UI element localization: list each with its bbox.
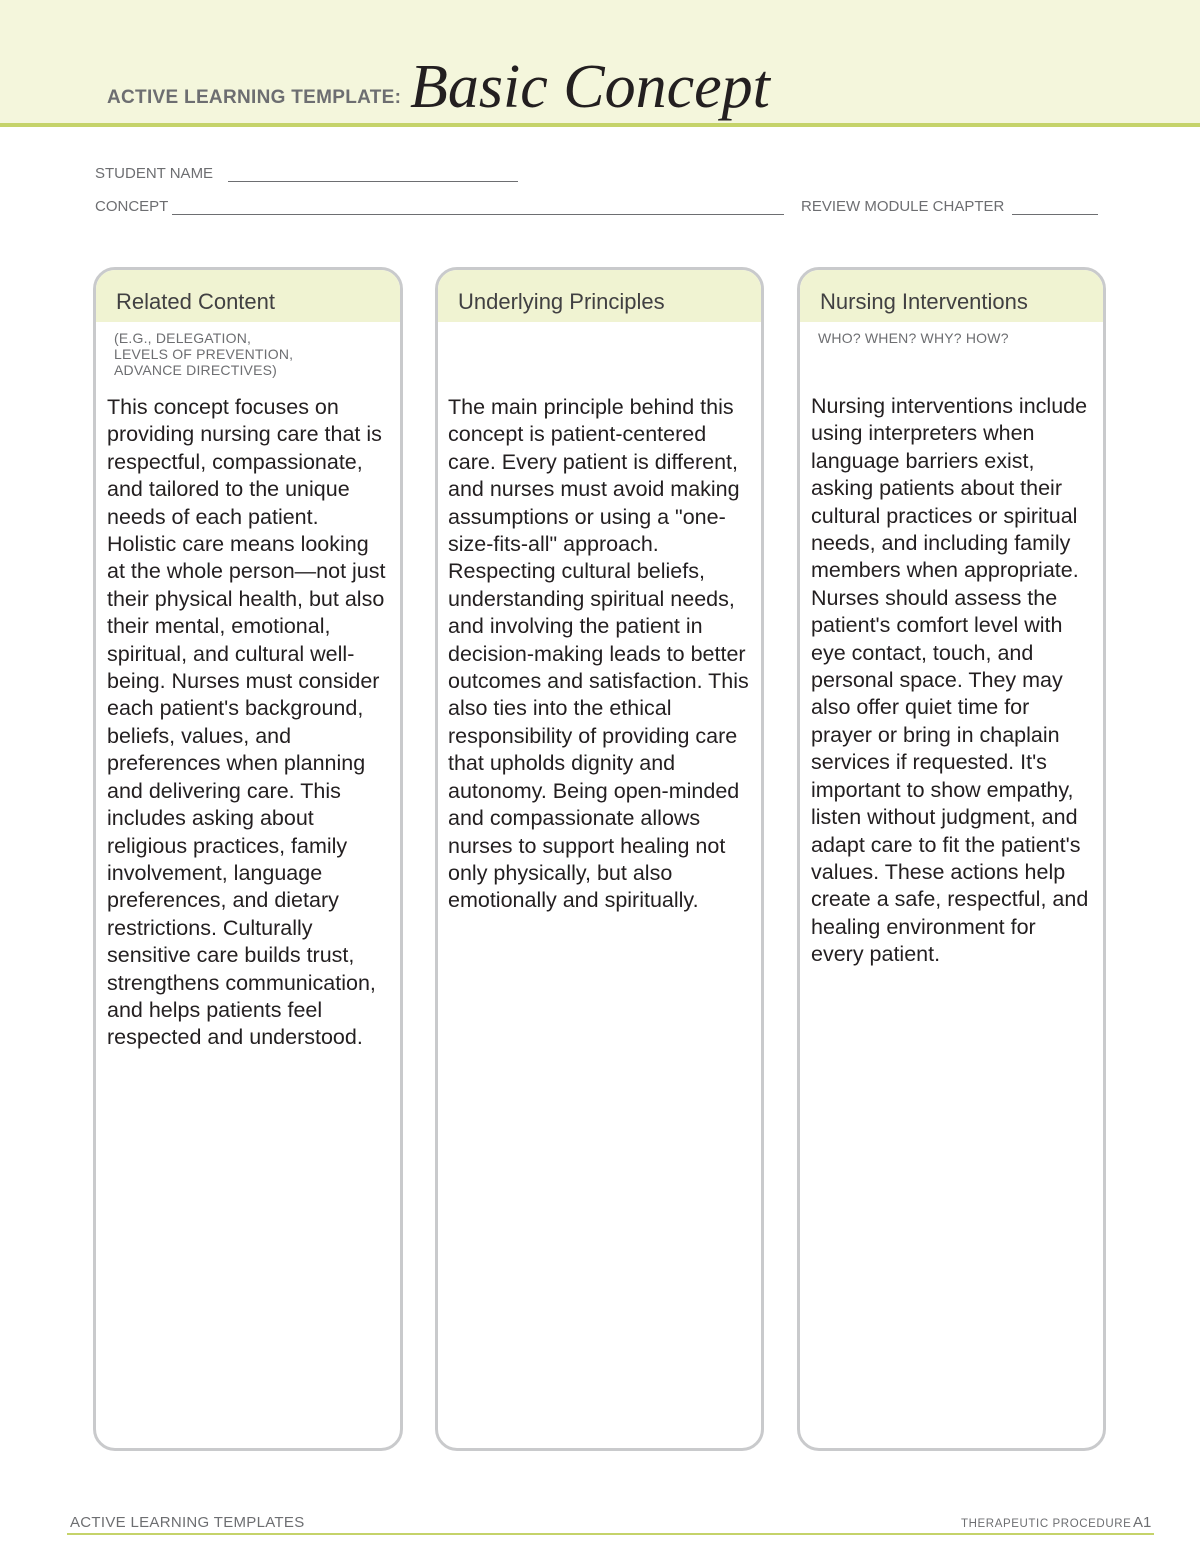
related-content-title: Related Content	[96, 270, 400, 322]
student-name-label: STUDENT NAME	[95, 165, 214, 182]
nursing-interventions-body[interactable]: Nursing interventions include using interpreters when language barriers exist, asking patients about their cultural practices or spiritual needs, and including family members when appropriate. Nurses should assess the patient's comfort level with eye contact, touch, and personal space. They may also offer quiet time for prayer or bring in chaplain services if requested. It's important to show empathy, listen without judgment, and adapt care to fit the patient's values. These actions help create a safe, respectful, and healing environment for every patient.	[811, 394, 1089, 967]
review-module-chapter-label: REVIEW MODULE CHAPTER	[801, 198, 1005, 215]
underlying-principles-body[interactable]: The main principle behind this concept is patient-centered care. Every patient is different, and nurses must avoid making assumptions or using a "one-size-fits-all" approach. Respecting cultural beliefs, understanding spiritual needs, and involving the patient in decision-making leads to better outcomes and satisfaction. This also ties into the ethical responsibility of providing care that upholds dignity and autonomy. Being open-minded and compassionate allows nurses to support healing not only physically, but also emotionally and spiritually.	[448, 395, 749, 913]
nursing-interventions-card	[797, 267, 1106, 1451]
nursing-interventions-title: Nursing Interventions	[800, 270, 1103, 322]
concept-label: CONCEPT	[95, 198, 169, 215]
underlying-principles-card	[435, 267, 764, 1451]
template-label: ACTIVE LEARNING TEMPLATE:	[107, 87, 402, 108]
underlying-principles-title: Underlying Principles	[438, 270, 761, 322]
footer-page-number: A1	[1133, 1514, 1152, 1531]
header-divider	[0, 123, 1200, 127]
nursing-interventions-subtitle: WHO? WHEN? WHY? HOW?	[818, 330, 1009, 346]
student-name-field[interactable]	[228, 181, 518, 182]
related-content-subtitle: (E.G., DELEGATION, LEVELS OF PREVENTION, ADVANCE DIRECTIVES)	[114, 330, 294, 378]
related-content-card	[93, 267, 403, 1451]
review-module-chapter-field[interactable]	[1012, 214, 1098, 215]
footer-series-label: ACTIVE LEARNING TEMPLATES	[70, 1514, 305, 1531]
concept-field[interactable]	[172, 214, 784, 215]
underlying-principles-subtitle	[438, 322, 761, 330]
template-title: Basic Concept	[410, 53, 770, 121]
related-content-body[interactable]: This concept focuses on providing nursing care that is respectful, compassionate, and tailored to the unique needs of each patient. Holistic care means looking at the whole person—not just their physical health, but also their mental, emotional, spiritual, and cultural well-being. Nurses must consider each patient's background, beliefs, values, and preferences when planning and delivering care. This includes asking about religious practices, family involvement, language preferences, and dietary restrictions. Culturally sensitive care builds trust, strengthens communication, and helps patients feel respected and understood.	[107, 395, 386, 1050]
footer-divider	[67, 1533, 1154, 1535]
footer-procedure-label: THERAPEUTIC PROCEDURE	[961, 1518, 1132, 1530]
